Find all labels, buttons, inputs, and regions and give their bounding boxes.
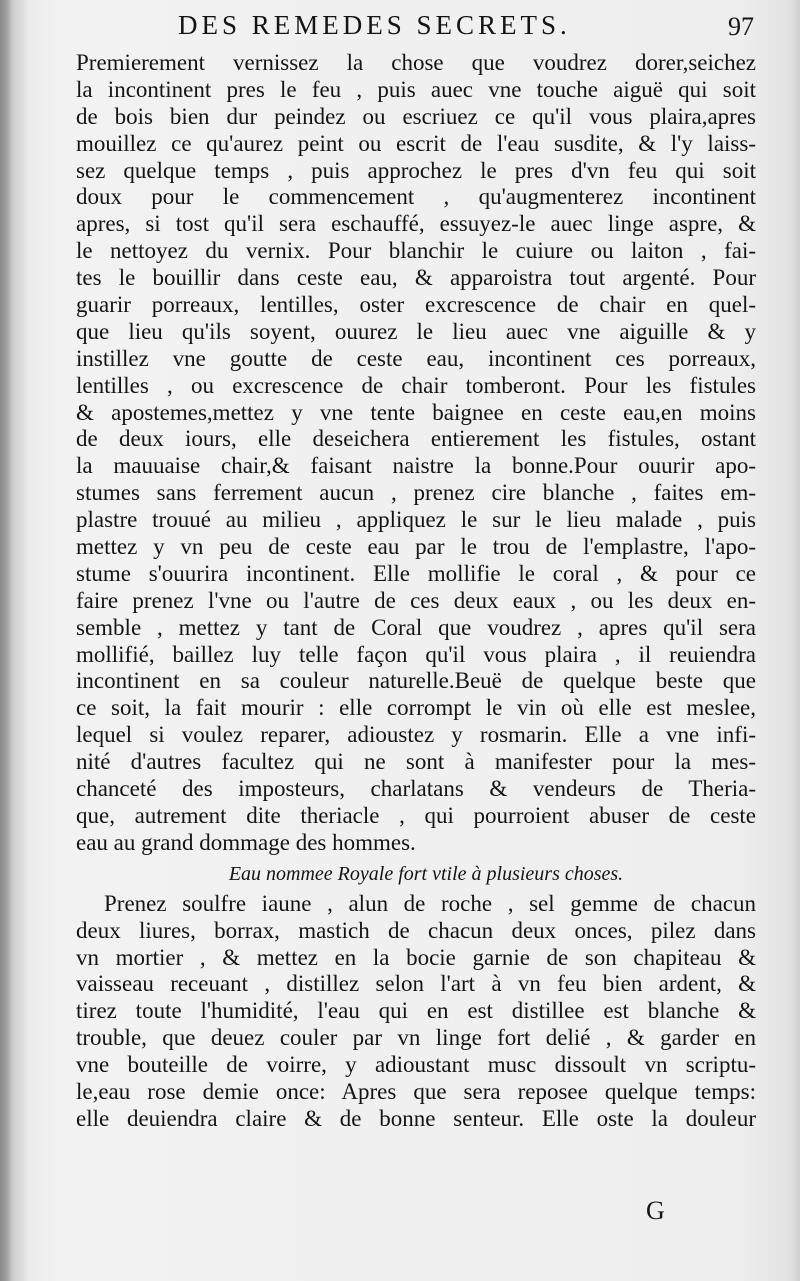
text-line: mouillez ce qu'aurez peint ou escrit de l'eau susdite, & l'y laiss- (76, 130, 756, 156)
text-line: ce soit, la fait mourir : elle corrompt le vin où elle est meslee, (76, 695, 756, 721)
page-number: 97 (728, 12, 754, 41)
text-line: elle deuiendra claire & de bonne senteur. Elle oste la douleur (76, 1105, 756, 1131)
text-line: doux pour le commencement , qu'augmenterez incontinent (76, 184, 756, 210)
text-line: instillez vne goutte de ceste eau, incontinent ces porreaux, (76, 345, 756, 371)
text-line: que, autrement dite theriacle , qui pourroient abuser de ceste (76, 802, 756, 828)
running-head: DES REMEDES SECRETS. (178, 10, 571, 40)
text-line: incontinent en sa couleur naturelle.Beuë de quelque beste que (76, 668, 756, 694)
section-heading: Eau nommee Royale fort vtile à plusieurs choses. (228, 862, 624, 885)
body-text (76, 50, 756, 1133)
text-line: deux liures, borrax, mastich de chacun deux onces, pilez dans (76, 917, 756, 943)
text-line: mollifié, baillez luy telle façon qu'il vous plaira , il reuiendra (76, 641, 756, 667)
text-line: plastre trouué au milieu , appliquez le sur le lieu malade , puis (76, 507, 756, 533)
text-line: le,eau rose demie once: Apres que sera reposee quelque temps: (76, 1078, 756, 1104)
text-line: nité d'autres facultez qui ne sont à manifester pour la mes- (76, 749, 756, 775)
text-line: tes le bouillir dans ceste eau, & apparoistra tout argenté. Pour (76, 265, 756, 291)
text-line: vaisseau receuant , distillez selon l'art à vn feu bien ardent, & (76, 971, 756, 997)
signature-mark: G (646, 1196, 665, 1225)
text-line: chanceté des imposteurs, charlatans & vendeurs de Theria- (76, 776, 756, 802)
text-line: guarir porreaux, lentilles, oster excrescence de chair en quel- (76, 292, 756, 318)
paragraph-1 (76, 50, 756, 857)
text-line: apres, si tost qu'il sera eschauffé, essuyez-le auec linge aspre, & (76, 211, 756, 237)
text-line: lentilles , ou excrescence de chair tomberont. Pour les fistules (76, 372, 756, 398)
text-line: semble , mettez y tant de Coral que voudrez , apres qu'il sera (76, 614, 756, 640)
text-line: trouble, que deuez couler par vn linge fort delié , & garder en (76, 1025, 756, 1051)
text-line: eau au grand dommage des hommes. (76, 829, 416, 855)
page-header (0, 6, 800, 42)
text-line: Prenez soulfre iaune , alun de roche , sel gemme de chacun (104, 890, 756, 916)
paragraph-2 (76, 891, 756, 1133)
text-line: tirez toute l'humidité, l'eau qui en est distillee est blanche & (76, 998, 756, 1024)
text-line: stumes sans ferrement aucun , prenez cire blanche , faites em- (76, 480, 756, 506)
text-line: & apostemes,mettez y vne tente baignee en ceste eau,en moins (76, 399, 756, 425)
text-line: mettez y vn peu de ceste eau par le trou de l'emplastre, l'apo- (76, 534, 756, 560)
text-line: la mauuaise chair,& faisant naistre la bonne.Pour ouurir apo- (76, 453, 756, 479)
text-line: vne bouteille de voirre, y adioustant musc dissoult vn scriptu- (76, 1052, 756, 1078)
text-line: Premierement vernissez la chose que voudrez dorer,seichez (76, 50, 756, 75)
text-line: le nettoyez du vernix. Pour blanchir le cuiure ou laiton , fai- (76, 238, 756, 264)
text-line: stume s'ouurira incontinent. Elle mollifie le coral , & pour ce (76, 560, 756, 586)
text-line: la incontinent pres le feu , puis auec vne touche aiguë qui soit (76, 76, 756, 102)
text-line: faire prenez l'vne ou l'autre de ces deux eaux , ou les deux en- (76, 587, 756, 613)
text-line: de bois bien dur peindez ou escriuez ce qu'il vous plaira,apres (76, 103, 756, 129)
page-edge-shadow (0, 0, 12, 1281)
text-line: vn mortier , & mettez en la bocie garnie de son chapiteau & (76, 944, 756, 970)
text-line: sez quelque temps , puis approchez le pres d'vn feu qui soit (76, 157, 756, 183)
text-line: que lieu qu'ils soyent, ouurez le lieu auec vne aiguille & y (76, 318, 756, 344)
text-line: de deux iours, elle deseichera entierement les fistules, ostant (76, 426, 756, 452)
text-line: lequel si voulez reparer, adioustez y rosmarin. Elle a vne infi- (76, 722, 756, 748)
